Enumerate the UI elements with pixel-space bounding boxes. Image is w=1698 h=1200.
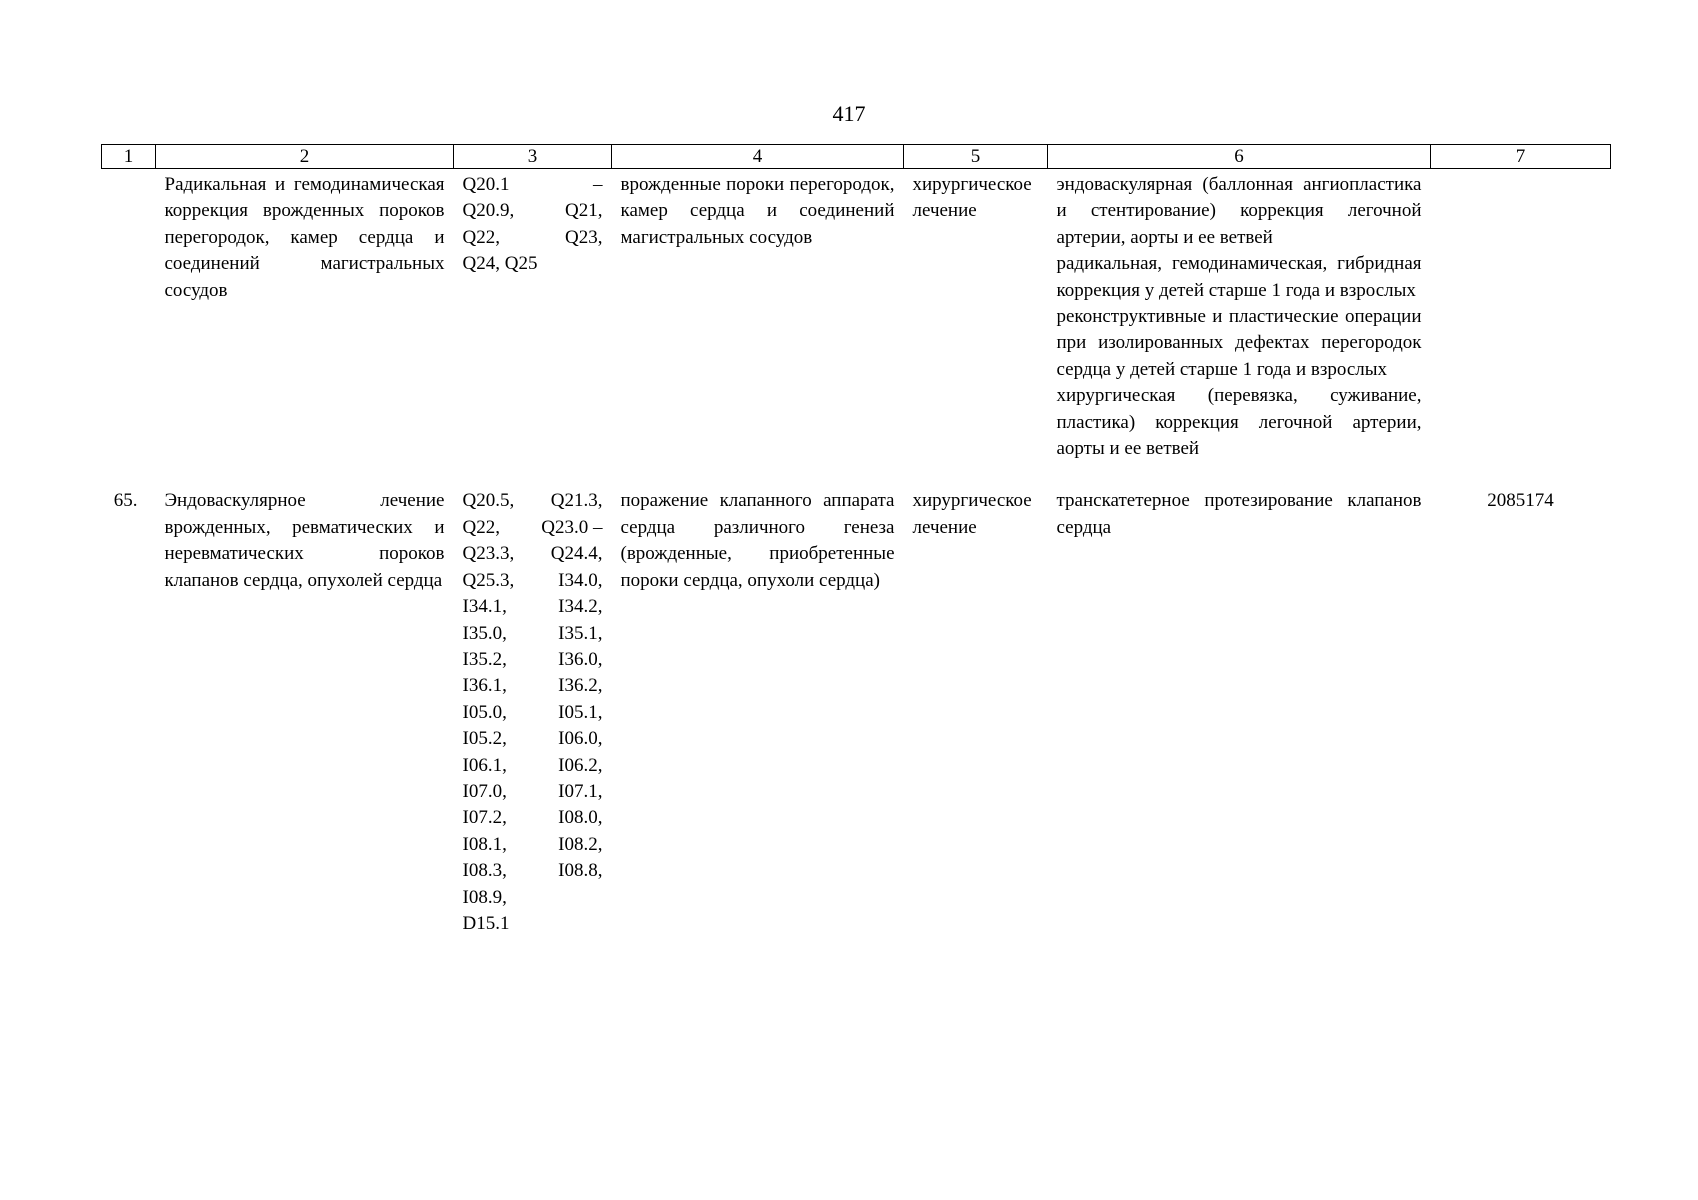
icd-code: Q23.3, xyxy=(462,543,515,565)
icd-code: I34.2, xyxy=(558,596,603,618)
patient-model: врожденные пороки перегородок, камер сердца и соединений магистральных сосудов xyxy=(620,174,895,248)
cost-value xyxy=(1431,169,1611,489)
icd-codes xyxy=(454,488,612,937)
page-number: 417 xyxy=(832,101,866,126)
icd-code: Q20.1 xyxy=(462,174,510,195)
icd-code xyxy=(565,251,602,277)
treatment-method: эндоваскулярная (баллонная ангиопластика и стентирование) коррекция легочной артерии, аорты и ее ветвей xyxy=(1056,174,1422,248)
icd-code: I07.2, xyxy=(462,807,507,829)
icd-code: I08.9, D15.1 xyxy=(462,886,510,934)
icd-code: Q22, xyxy=(462,226,500,248)
header-cell-5: 5 xyxy=(904,145,1048,169)
icd-code: I08.0, xyxy=(558,807,603,829)
treatment-type: Эндоваскулярное лечение врожденных, ревматических и неревматических пороков клапанов сердца, опухолей сердца xyxy=(164,490,445,591)
table-row xyxy=(102,169,1611,489)
icd-code: I34.0, xyxy=(558,569,603,591)
icd-code: Q23.0 – xyxy=(541,516,603,538)
icd-code: I35.1, xyxy=(558,622,603,644)
icd-code: Q20.9, xyxy=(462,200,515,222)
treatment-methods xyxy=(1048,169,1431,489)
treatment-type: Радикальная и гемодинамическая коррекция врожденных пороков перегородок, камер сердца и соединений магистральных сосудов xyxy=(164,174,445,301)
icd-code: – xyxy=(593,174,603,195)
icd-code: I36.2, xyxy=(558,675,603,697)
icd-code: I35.0, xyxy=(462,622,507,644)
icd-code: I06.0, xyxy=(558,728,603,750)
header-cell-4: 4 xyxy=(612,145,904,169)
icd-code: I07.0, xyxy=(462,780,507,802)
header-cell-7: 7 xyxy=(1431,145,1611,169)
cost-value: 2085174 xyxy=(1487,490,1554,512)
icd-code xyxy=(541,885,602,938)
icd-code: Q24.4, xyxy=(550,543,603,565)
icd-code: Q21, xyxy=(565,200,603,222)
icd-code: I06.2, xyxy=(558,754,603,776)
table-header-row xyxy=(102,145,1611,169)
icd-code: Q20.5, xyxy=(462,490,515,512)
icd-code: I08.2, xyxy=(558,833,603,855)
row-number xyxy=(102,169,156,489)
row-number: 65. xyxy=(113,490,138,512)
treatment-method: хирургическая (перевязка, суживание, пластика) коррекция легочной артерии, аорты и ее ветвей xyxy=(1056,385,1422,460)
icd-code: I36.1, xyxy=(462,675,507,697)
icd-code: I36.0, xyxy=(558,648,603,670)
icd-code: Q24, Q25 xyxy=(462,253,538,275)
treatment-kind: хирургическое лечение xyxy=(912,490,1032,538)
icd-code: I34.1, xyxy=(462,596,507,618)
header-cell-3: 3 xyxy=(454,145,612,169)
header-cell-1: 1 xyxy=(102,145,156,169)
icd-code: I05.1, xyxy=(558,701,603,723)
icd-code: I05.2, xyxy=(462,728,507,750)
icd-code: I05.0, xyxy=(462,701,507,723)
treatment-method: реконструктивные и пластические операции при изолированных дефектах перегородок сердца у детей старше 1 года и взрослых xyxy=(1056,306,1422,380)
services-table xyxy=(101,144,1611,937)
icd-code: I08.3, xyxy=(462,860,507,882)
header-cell-2: 2 xyxy=(156,145,454,169)
icd-code: Q21.3, xyxy=(550,490,603,512)
icd-code: Q22, xyxy=(462,516,500,538)
icd-code: Q25.3, xyxy=(462,569,515,591)
treatment-method: радикальная, гемодинамическая, гибридная коррекция у детей старше 1 года и взрослых xyxy=(1056,253,1422,301)
treatment-kind: хирургическое лечение xyxy=(912,174,1032,222)
patient-model: поражение клапанного аппарата сердца различного генеза (врожденные, приобретенные пороки сердца, опухоли сердца) xyxy=(620,490,895,591)
icd-code: Q23, xyxy=(565,226,603,248)
icd-codes xyxy=(454,169,612,489)
icd-code: I08.8, xyxy=(558,860,603,882)
header-cell-6: 6 xyxy=(1048,145,1431,169)
treatment-methods xyxy=(1048,488,1431,937)
icd-code: I35.2, xyxy=(462,648,507,670)
table-row xyxy=(102,488,1611,937)
treatment-method: транскатетерное протезирование клапанов сердца xyxy=(1056,490,1422,538)
icd-code: I08.1, xyxy=(462,833,507,855)
icd-code: I07.1, xyxy=(558,780,603,802)
icd-code: I06.1, xyxy=(462,754,507,776)
